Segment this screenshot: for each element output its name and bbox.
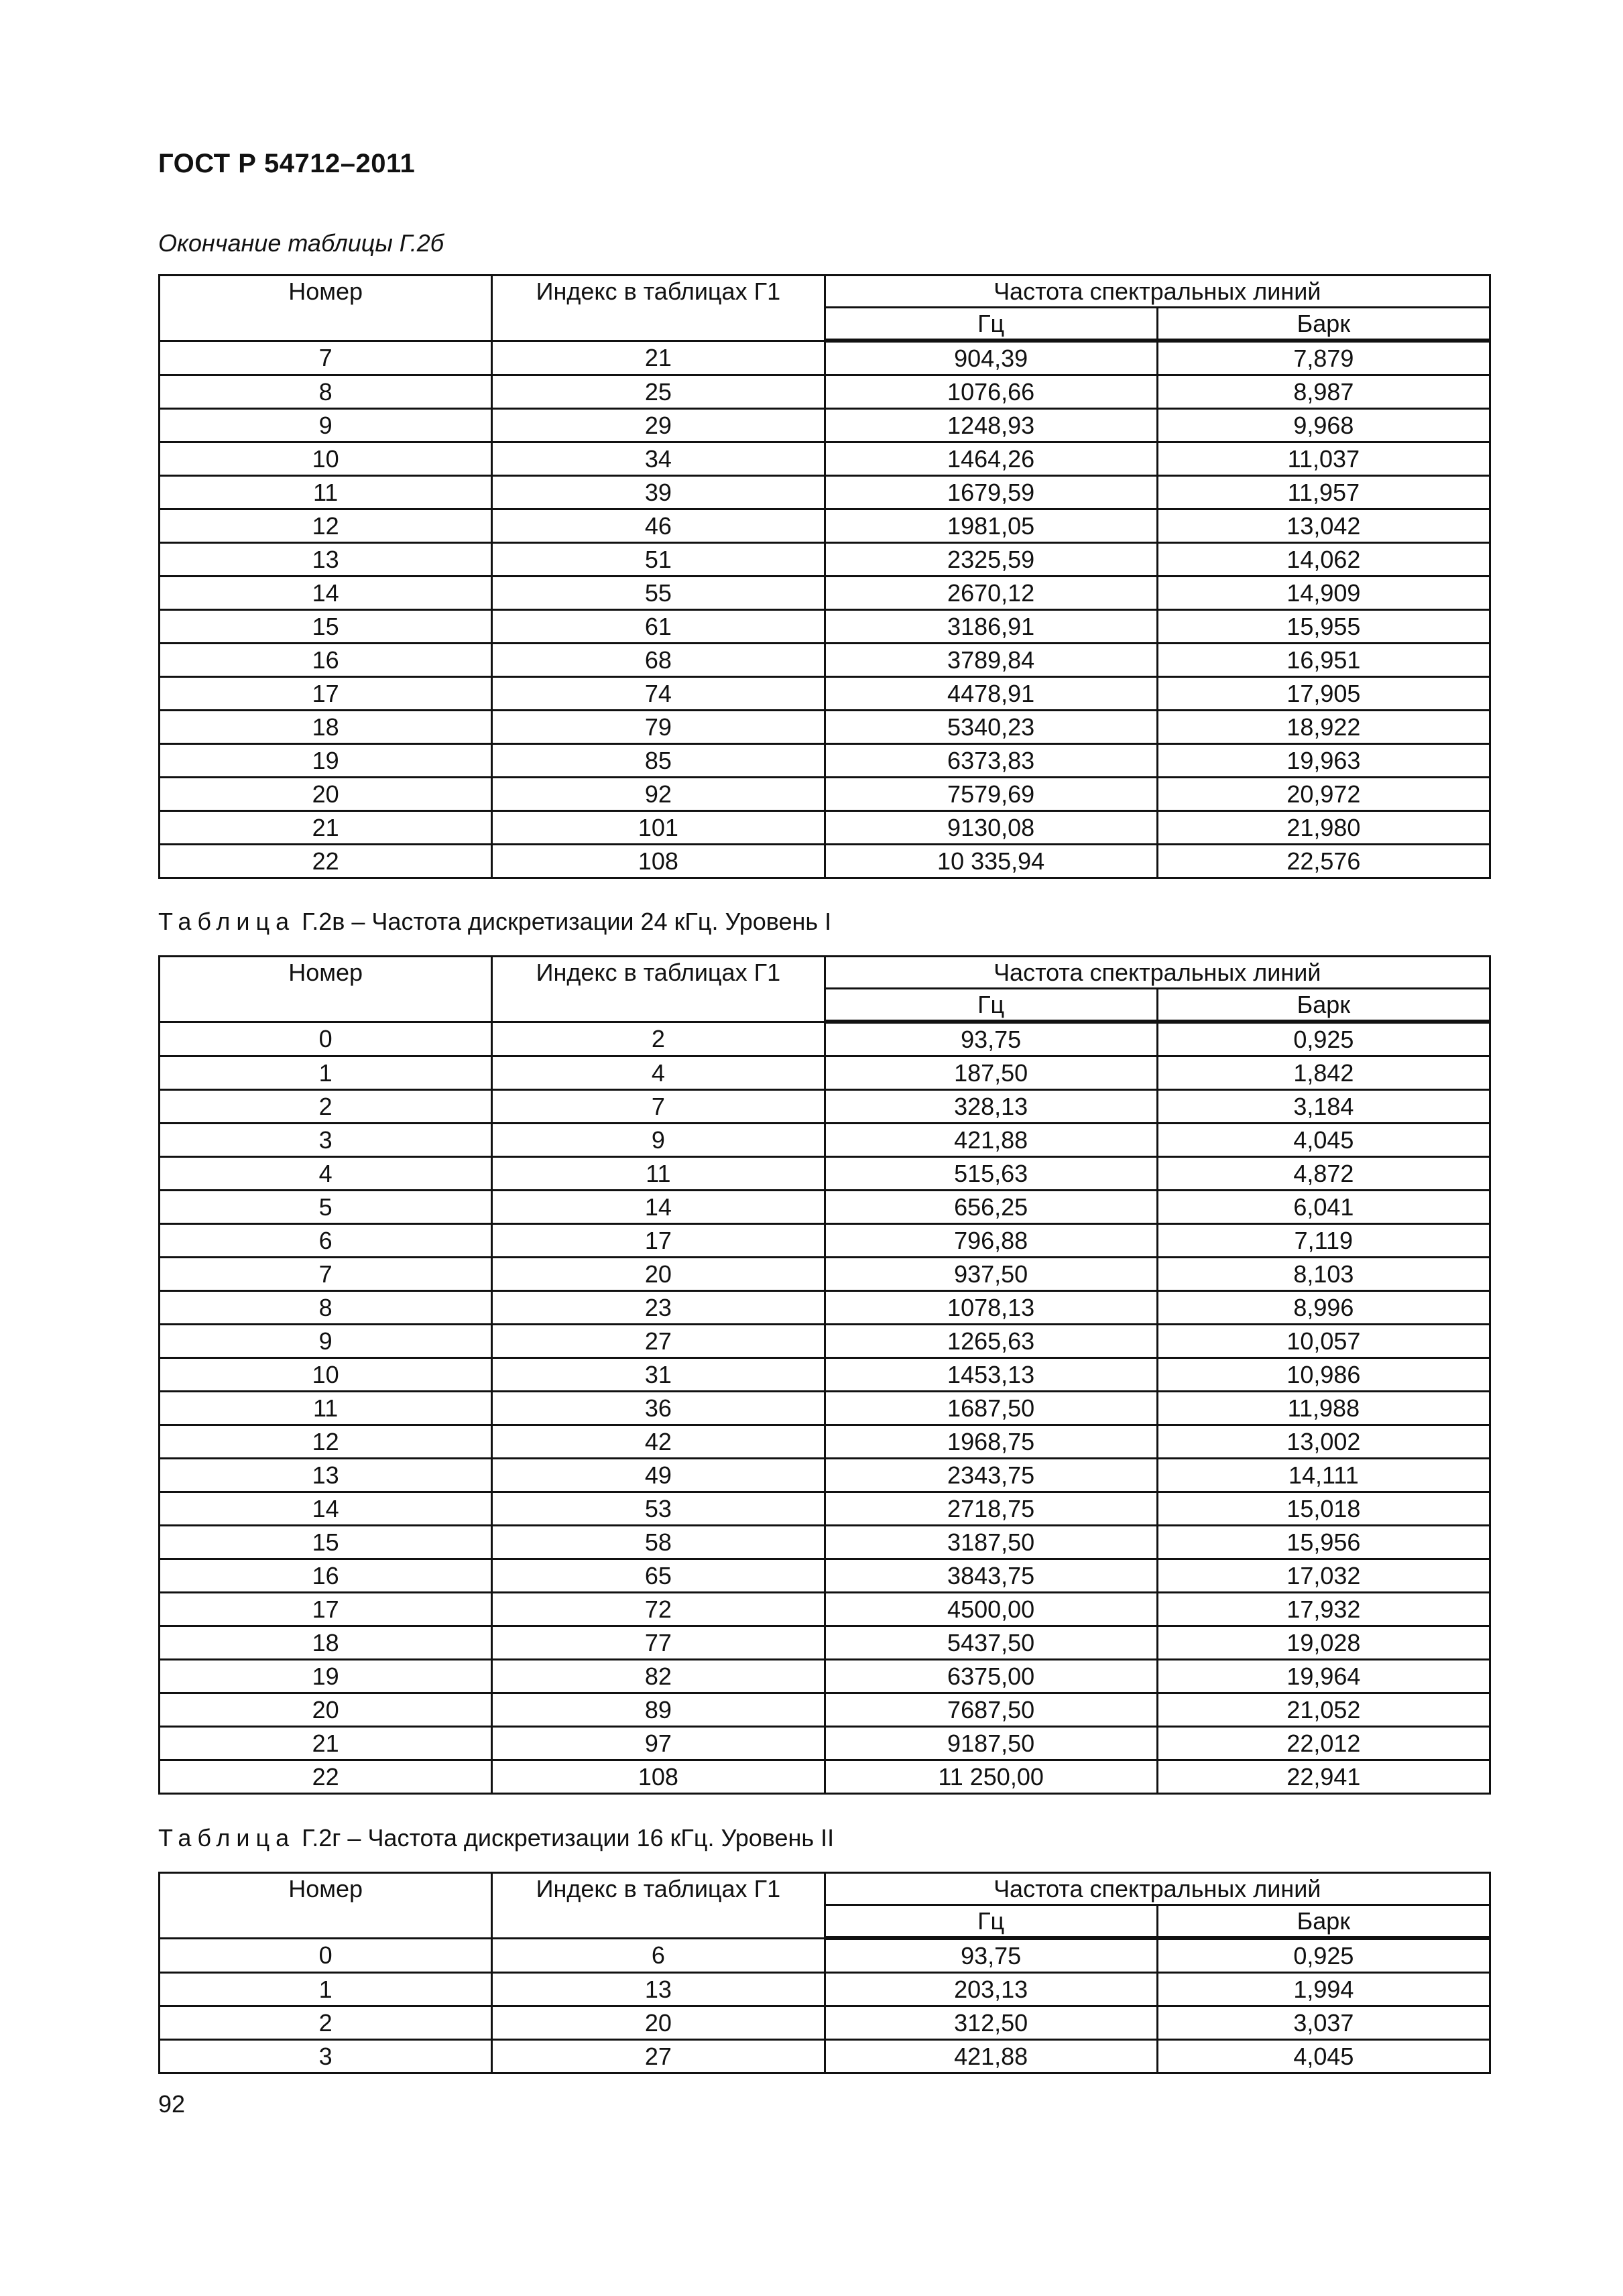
cell-number: 11 (160, 1392, 492, 1425)
column-header-hz: Гц (825, 1905, 1157, 1939)
cell-hz: 3187,50 (825, 1526, 1157, 1559)
table-label: Таблица (158, 1824, 296, 1852)
cell-hz: 9130,08 (825, 811, 1157, 845)
table-row (160, 1358, 1490, 1392)
cell-index: 51 (492, 543, 825, 577)
cell-index: 36 (492, 1392, 825, 1425)
cell-number: 21 (160, 811, 492, 845)
table-row (160, 543, 1490, 577)
cell-number: 8 (160, 1291, 492, 1325)
table-row (160, 375, 1490, 409)
cell-hz: 1078,13 (825, 1291, 1157, 1325)
cell-bark: 0,925 (1157, 1938, 1490, 1973)
cell-number: 0 (160, 1022, 492, 1056)
cell-bark: 1,842 (1157, 1056, 1490, 1090)
table-row (160, 677, 1490, 711)
cell-number: 18 (160, 1626, 492, 1660)
cell-index: 85 (492, 744, 825, 778)
cell-bark: 4,045 (1157, 2040, 1490, 2073)
cell-hz: 796,88 (825, 1224, 1157, 1258)
table-row (160, 2006, 1490, 2040)
cell-index: 2 (492, 1022, 825, 1056)
cell-number: 22 (160, 845, 492, 878)
table-row (160, 1157, 1490, 1191)
cell-hz: 3789,84 (825, 644, 1157, 677)
cell-hz: 904,39 (825, 341, 1157, 375)
cell-number: 11 (160, 476, 492, 509)
cell-hz: 1453,13 (825, 1358, 1157, 1392)
cell-bark: 21,980 (1157, 811, 1490, 845)
cell-hz: 5437,50 (825, 1626, 1157, 1660)
cell-index: 20 (492, 2006, 825, 2040)
cell-number: 19 (160, 1660, 492, 1693)
cell-number: 14 (160, 1492, 492, 1526)
column-header-bark: Барк (1157, 989, 1490, 1022)
table-row (160, 1626, 1490, 1660)
table-row (160, 442, 1490, 476)
cell-number: 16 (160, 1559, 492, 1593)
cell-number: 2 (160, 1090, 492, 1124)
cell-number: 12 (160, 1425, 492, 1459)
table-g2g-caption (158, 1824, 834, 1852)
table-row (160, 1056, 1490, 1090)
cell-index: 27 (492, 1325, 825, 1358)
cell-number: 17 (160, 677, 492, 711)
cell-index: 65 (492, 1559, 825, 1593)
cell-number: 1 (160, 1056, 492, 1090)
cell-hz: 7579,69 (825, 778, 1157, 811)
cell-number: 16 (160, 644, 492, 677)
cell-bark: 11,957 (1157, 476, 1490, 509)
cell-bark: 15,018 (1157, 1492, 1490, 1526)
cell-hz: 656,25 (825, 1191, 1157, 1224)
cell-index: 14 (492, 1191, 825, 1224)
column-header-frequency: Частота спектральных линий (825, 957, 1490, 989)
cell-hz: 421,88 (825, 2040, 1157, 2073)
cell-index: 25 (492, 375, 825, 409)
cell-number: 12 (160, 509, 492, 543)
cell-number: 1 (160, 1973, 492, 2006)
table-row (160, 644, 1490, 677)
table-g2v (158, 955, 1491, 1795)
table-row (160, 811, 1490, 845)
cell-number: 10 (160, 1358, 492, 1392)
table-row (160, 610, 1490, 644)
column-header-frequency: Частота спектральных линий (825, 1873, 1490, 1905)
cell-hz: 1687,50 (825, 1392, 1157, 1425)
cell-number: 17 (160, 1593, 492, 1626)
cell-bark: 4,872 (1157, 1157, 1490, 1191)
table-row (160, 577, 1490, 610)
cell-index: 42 (492, 1425, 825, 1459)
table-row (160, 1459, 1490, 1492)
table-row (160, 341, 1490, 375)
cell-index: 92 (492, 778, 825, 811)
column-header-number: Номер (160, 1873, 492, 1939)
cell-hz: 4478,91 (825, 677, 1157, 711)
cell-number: 19 (160, 744, 492, 778)
column-header-index: Индекс в таблицах Г1 (492, 276, 825, 341)
cell-index: 9 (492, 1124, 825, 1157)
cell-hz: 1248,93 (825, 409, 1157, 442)
table-row (160, 509, 1490, 543)
cell-hz: 2670,12 (825, 577, 1157, 610)
cell-index: 23 (492, 1291, 825, 1325)
table-row (160, 1727, 1490, 1760)
cell-bark: 0,925 (1157, 1022, 1490, 1056)
cell-number: 13 (160, 1459, 492, 1492)
cell-hz: 2325,59 (825, 543, 1157, 577)
cell-bark: 8,103 (1157, 1258, 1490, 1291)
table-row (160, 1191, 1490, 1224)
table-row (160, 845, 1490, 878)
cell-index: 46 (492, 509, 825, 543)
cell-bark: 22,576 (1157, 845, 1490, 878)
cell-bark: 14,909 (1157, 577, 1490, 610)
cell-bark: 16,951 (1157, 644, 1490, 677)
cell-number: 3 (160, 2040, 492, 2073)
cell-bark: 11,037 (1157, 442, 1490, 476)
cell-hz: 3843,75 (825, 1559, 1157, 1593)
column-header-number: Номер (160, 957, 492, 1022)
cell-bark: 13,002 (1157, 1425, 1490, 1459)
column-header-frequency: Частота спектральных линий (825, 276, 1490, 308)
cell-hz: 6375,00 (825, 1660, 1157, 1693)
cell-bark: 3,037 (1157, 2006, 1490, 2040)
cell-number: 7 (160, 341, 492, 375)
cell-index: 58 (492, 1526, 825, 1559)
cell-hz: 3186,91 (825, 610, 1157, 644)
table-row (160, 1392, 1490, 1425)
cell-bark: 19,964 (1157, 1660, 1490, 1693)
cell-index: 72 (492, 1593, 825, 1626)
table-row (160, 1492, 1490, 1526)
cell-bark: 17,932 (1157, 1593, 1490, 1626)
cell-hz: 1968,75 (825, 1425, 1157, 1459)
cell-bark: 18,922 (1157, 711, 1490, 744)
cell-bark: 4,045 (1157, 1124, 1490, 1157)
cell-index: 29 (492, 409, 825, 442)
cell-index: 21 (492, 341, 825, 375)
cell-bark: 14,062 (1157, 543, 1490, 577)
table-label: Таблица (158, 908, 296, 935)
table-row (160, 1124, 1490, 1157)
cell-number: 13 (160, 543, 492, 577)
column-header-bark: Барк (1157, 308, 1490, 341)
cell-index: 89 (492, 1693, 825, 1727)
table-row (160, 409, 1490, 442)
cell-index: 68 (492, 644, 825, 677)
table-title: Г.2в – Частота дискретизации 24 кГц. Уровень I (295, 908, 832, 935)
cell-number: 15 (160, 610, 492, 644)
table-title: Г.2г – Частота дискретизации 16 кГц. Уровень II (295, 1824, 835, 1852)
cell-bark: 7,879 (1157, 341, 1490, 375)
table-row (160, 1660, 1490, 1693)
cell-bark: 3,184 (1157, 1090, 1490, 1124)
cell-hz: 203,13 (825, 1973, 1157, 2006)
cell-bark: 7,119 (1157, 1224, 1490, 1258)
cell-index: 79 (492, 711, 825, 744)
table-row (160, 476, 1490, 509)
table-g2v-caption (158, 908, 831, 936)
cell-index: 13 (492, 1973, 825, 2006)
cell-hz: 937,50 (825, 1258, 1157, 1291)
cell-hz: 7687,50 (825, 1693, 1157, 1727)
cell-hz: 312,50 (825, 2006, 1157, 2040)
cell-bark: 15,956 (1157, 1526, 1490, 1559)
cell-index: 31 (492, 1358, 825, 1392)
cell-number: 7 (160, 1258, 492, 1291)
cell-index: 77 (492, 1626, 825, 1660)
cell-index: 17 (492, 1224, 825, 1258)
cell-index: 34 (492, 442, 825, 476)
cell-bark: 15,955 (1157, 610, 1490, 644)
cell-hz: 1981,05 (825, 509, 1157, 543)
cell-hz: 1076,66 (825, 375, 1157, 409)
cell-bark: 6,041 (1157, 1191, 1490, 1224)
cell-hz: 2343,75 (825, 1459, 1157, 1492)
cell-index: 27 (492, 2040, 825, 2073)
cell-index: 97 (492, 1727, 825, 1760)
cell-index: 74 (492, 677, 825, 711)
cell-index: 7 (492, 1090, 825, 1124)
column-header-hz: Гц (825, 989, 1157, 1022)
cell-bark: 11,988 (1157, 1392, 1490, 1425)
cell-index: 6 (492, 1938, 825, 1973)
table-row (160, 1325, 1490, 1358)
cell-index: 11 (492, 1157, 825, 1191)
cell-hz: 2718,75 (825, 1492, 1157, 1526)
cell-bark: 22,941 (1157, 1760, 1490, 1794)
cell-hz: 421,88 (825, 1124, 1157, 1157)
cell-hz: 6373,83 (825, 744, 1157, 778)
cell-bark: 17,905 (1157, 677, 1490, 711)
cell-index: 101 (492, 811, 825, 845)
table-row (160, 711, 1490, 744)
cell-bark: 21,052 (1157, 1693, 1490, 1727)
cell-hz: 328,13 (825, 1090, 1157, 1124)
cell-bark: 13,042 (1157, 509, 1490, 543)
cell-number: 18 (160, 711, 492, 744)
table-row (160, 744, 1490, 778)
column-header-index: Индекс в таблицах Г1 (492, 957, 825, 1022)
table-row (160, 1973, 1490, 2006)
cell-number: 20 (160, 778, 492, 811)
cell-hz: 1265,63 (825, 1325, 1157, 1358)
cell-bark: 14,111 (1157, 1459, 1490, 1492)
cell-bark: 19,028 (1157, 1626, 1490, 1660)
cell-hz: 11 250,00 (825, 1760, 1157, 1794)
table-row (160, 1090, 1490, 1124)
cell-bark: 19,963 (1157, 744, 1490, 778)
cell-bark: 17,032 (1157, 1559, 1490, 1593)
table-row (160, 1291, 1490, 1325)
cell-number: 6 (160, 1224, 492, 1258)
cell-number: 15 (160, 1526, 492, 1559)
cell-hz: 10 335,94 (825, 845, 1157, 878)
cell-number: 21 (160, 1727, 492, 1760)
cell-number: 4 (160, 1157, 492, 1191)
cell-bark: 22,012 (1157, 1727, 1490, 1760)
table-row (160, 1693, 1490, 1727)
cell-hz: 9187,50 (825, 1727, 1157, 1760)
table-row (160, 1526, 1490, 1559)
column-header-index: Индекс в таблицах Г1 (492, 1873, 825, 1939)
page-number: 92 (158, 2090, 186, 2118)
cell-bark: 9,968 (1157, 409, 1490, 442)
cell-hz: 93,75 (825, 1022, 1157, 1056)
cell-index: 55 (492, 577, 825, 610)
cell-number: 9 (160, 409, 492, 442)
cell-number: 20 (160, 1693, 492, 1727)
cell-index: 108 (492, 845, 825, 878)
table-row (160, 1593, 1490, 1626)
cell-number: 0 (160, 1938, 492, 1973)
cell-hz: 187,50 (825, 1056, 1157, 1090)
cell-number: 2 (160, 2006, 492, 2040)
table-row (160, 2040, 1490, 2073)
cell-number: 3 (160, 1124, 492, 1157)
table-row (160, 1224, 1490, 1258)
cell-number: 5 (160, 1191, 492, 1224)
table-g2b (158, 274, 1491, 879)
table-row (160, 1258, 1490, 1291)
column-header-bark: Барк (1157, 1905, 1490, 1939)
cell-index: 108 (492, 1760, 825, 1794)
table-row (160, 778, 1490, 811)
table-row (160, 1760, 1490, 1794)
column-header-hz: Гц (825, 308, 1157, 341)
cell-index: 61 (492, 610, 825, 644)
column-header-number: Номер (160, 276, 492, 341)
cell-index: 4 (492, 1056, 825, 1090)
cell-hz: 4500,00 (825, 1593, 1157, 1626)
cell-index: 82 (492, 1660, 825, 1693)
cell-bark: 1,994 (1157, 1973, 1490, 2006)
cell-number: 8 (160, 375, 492, 409)
cell-number: 10 (160, 442, 492, 476)
cell-bark: 10,986 (1157, 1358, 1490, 1392)
table-g2g (158, 1872, 1491, 2074)
cell-number: 14 (160, 577, 492, 610)
cell-hz: 1679,59 (825, 476, 1157, 509)
cell-hz: 515,63 (825, 1157, 1157, 1191)
document-header: ГОСТ Р 54712–2011 (158, 149, 416, 178)
cell-index: 20 (492, 1258, 825, 1291)
cell-bark: 10,057 (1157, 1325, 1490, 1358)
cell-bark: 20,972 (1157, 778, 1490, 811)
table-g2b-caption: Окончание таблицы Г.2б (158, 229, 444, 257)
table-row (160, 1022, 1490, 1056)
cell-number: 22 (160, 1760, 492, 1794)
cell-number: 9 (160, 1325, 492, 1358)
table-row (160, 1425, 1490, 1459)
table-row (160, 1938, 1490, 1973)
cell-hz: 1464,26 (825, 442, 1157, 476)
cell-bark: 8,987 (1157, 375, 1490, 409)
cell-hz: 5340,23 (825, 711, 1157, 744)
cell-bark: 8,996 (1157, 1291, 1490, 1325)
cell-index: 39 (492, 476, 825, 509)
cell-index: 49 (492, 1459, 825, 1492)
cell-index: 53 (492, 1492, 825, 1526)
cell-hz: 93,75 (825, 1938, 1157, 1973)
table-row (160, 1559, 1490, 1593)
